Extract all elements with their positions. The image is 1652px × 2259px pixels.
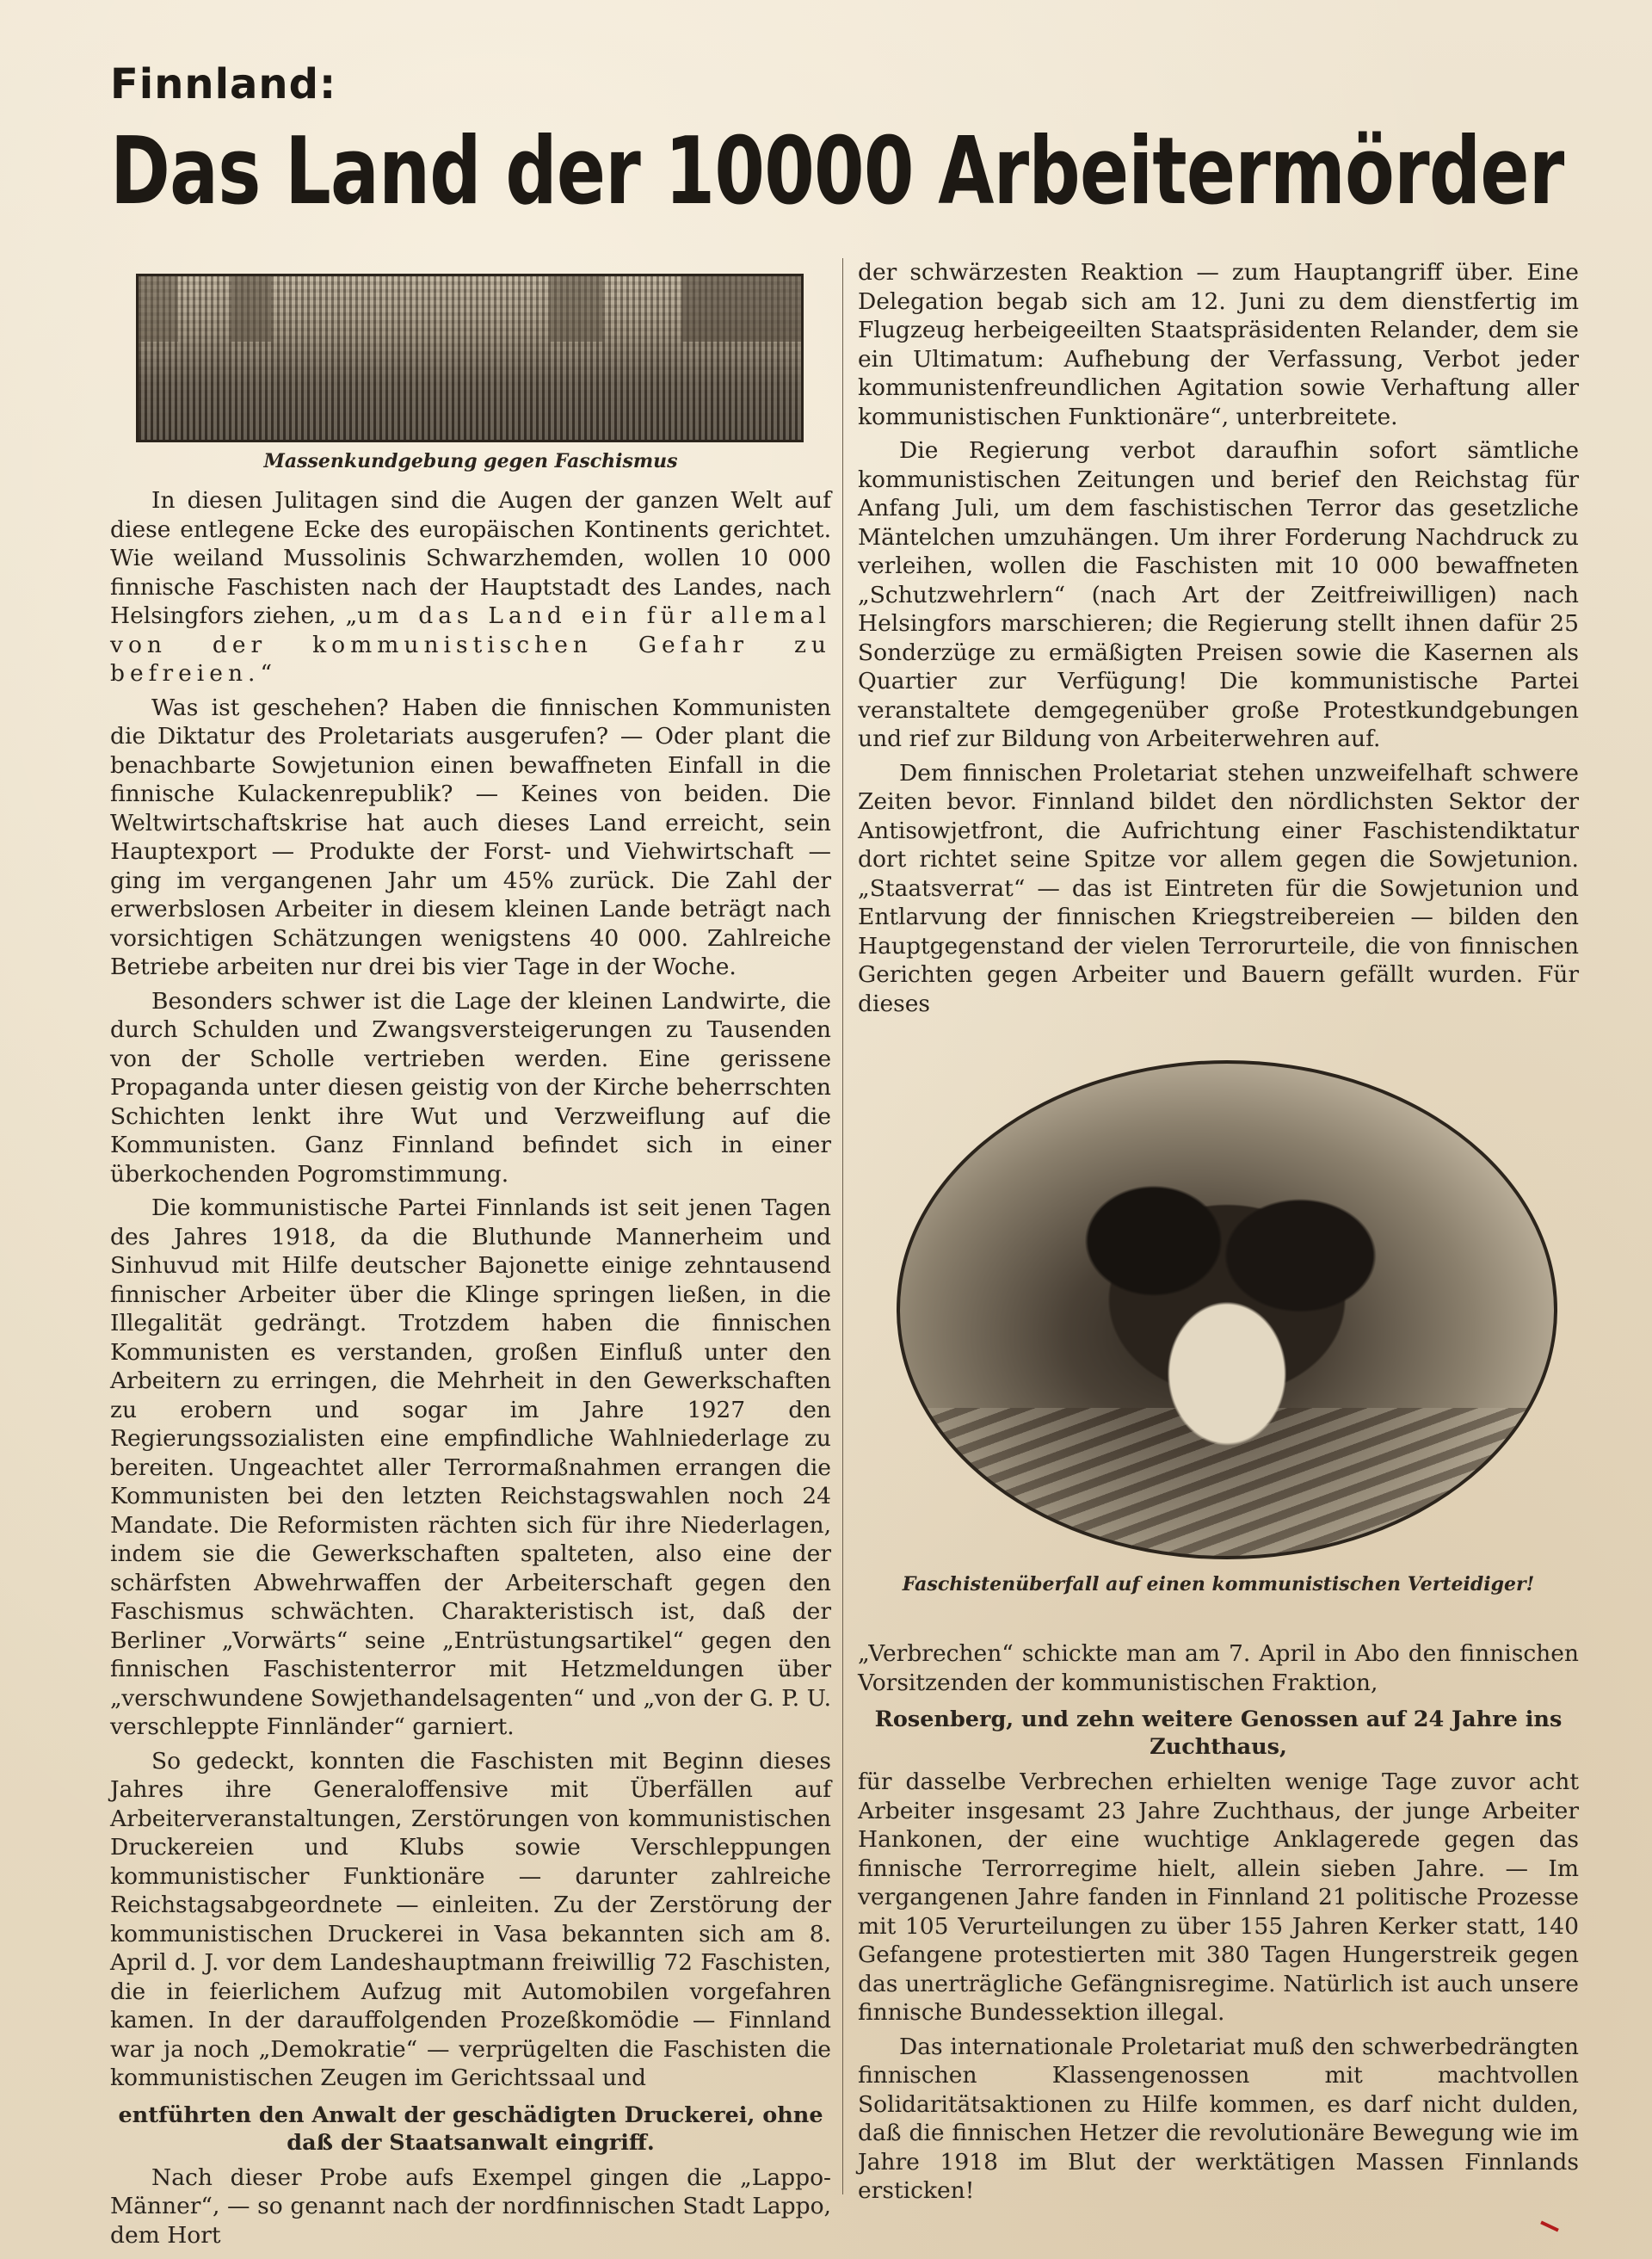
right-column-bottom [858,1639,1579,2211]
red-pencil-mark [1540,2221,1559,2232]
paragraph-1 [110,486,831,688]
left-column [110,486,831,2255]
paragraph-3: Besonders schwer ist die Lage der kleinen Landwirte, die durch Schulden und Zwangsversteigerungen zu Tausenden von der Scholle vertrieben werden. Eine gerissene Propaganda unter diesen geistig von der Kirche beherrschten Schichten lenkt ihre Wut und Verzweiflung auf die Kommunisten. Ganz Finnland befindet sich in einer überkochenden Pogromstimmung. [110,987,831,1188]
paragraph-9: Dem finnischen Proletariat stehen unzweifelhaft schwere Zeiten bevor. Finnland bildet den nördlichsten Sektor der Antisowjetfront, die Aufrichtung einer Faschistendiktatur dort richtet seine Spitze vor allem gegen die Sowjetunion. „Staatsverrat“ — das ist Eintreten für die Sowjetunion und Entlarvung der finnischen Kriegstreibereien — bilden den Hauptgegenstand der vielen Terrorurteile, die von finnischen Gerichten gegen Arbeiter und Bauern gefällt wurden. Für dieses [858,759,1579,1017]
paragraph-1-spaced-quote: um das Land ein für allemal von der kommunistischen Gefahr zu befreien. [110,602,831,687]
paragraph-5: So gedeckt, konnten die Faschisten mit Beginn dieses Jahres ihre Generaloffensive mit Überfällen auf Arbeiterveranstaltungen, Zerstörungen von kommunistischen Druckereien und Klubs sowie Verschleppungen kommunistischer Funktionäre — darunter zahlreiche Reichstagsabgeordnete — einleiten. Zu der Zerstörung der kommunistischen Druckerei in Vasa bekannten sich am 8. April d. J. vor dem Landeshauptmann freiwillig 72 Faschisten, die in feierlichem Aufzug mit Automobilen vorgefahren kamen. In der darauffolgenden Prozeßkomödie — Finnland war ja noch „Demokratie“ — verprügelten die Faschisten die kommunistischen Zeugen im Gerichtssaal und [110,1747,831,2091]
paragraph-1-closing-quote: “ [260,660,273,687]
paragraph-10: „Verbrechen“ schickte man am 7. April in Abo den finnischen Vorsitzenden der kommunistischen Fraktion, [858,1640,1579,1696]
paragraph-7: der schwärzesten Reaktion — zum Hauptangriff über. Eine Delegation begab sich am 12. Juni zu dem dienstfertig im Flugzeug herbeigeeilten Staatspräsidenten Relander, dem sie ein Ultimatum: Aufhebung der Verfassung, Verbot jeder kommunistenfreundlichen Agitation sowie Verhaftung aller kommunistischen Funktionäre“, unterbreitete. [858,259,1579,430]
column-divider [842,258,843,2194]
paragraph-6: Nach dieser Probe aufs Exempel gingen die „Lappo-Männer“, — so genannt nach der nordfinnischen Stadt Lappo, dem Hort [110,2163,831,2249]
headline: Das Land der 10000 Arbeitermörder [110,118,1564,225]
kicker-title: Finnland: [110,60,337,108]
bold-subhead-left: entführten den Anwalt der geschädigten Druckerei, ohne daß der Staatsanwalt eingriff. [118,2102,823,2156]
photo-figures [1044,1152,1410,1447]
right-column-top [858,258,1579,1023]
photo-background-buildings [139,276,801,342]
paragraph-1-text: In diesen Julitagen sind die Augen der ganzen Welt auf diese entlegene Ecke des europäischen Kontinents gerichtet. Wie weiland Mussolinis Schwarzhemden, wollen 10 000 finnische Faschisten nach der Hauptstadt des Landes, nach Helsingfors ziehen, „ [110,487,831,629]
paragraph-4: Die kommunistische Partei Finnlands ist seit jenen Tagen des Jahres 1918, da die Bluthunde Mannerheim und Sinhuvud mit Hilfe deutscher Bajonette einige zehntausend finnischer Arbeiter über die Klinge springen ließen, in die Illegalität gedrängt. Trotzdem haben die finnischen Kommunisten es verstanden, großen Einfluß unter den Arbeitern zu erringen, die Mehrheit in den Gewerkschaften zu erobern und sogar im Jahre 1927 den Regierungssozialisten eine empfindliche Wahlniederlage zu bereiten. Ungeachtet aller Terrormaßnahmen errangen die Kommunisten bei den letzten Reichstagswahlen noch 24 Mandate. Die Reformisten rächten sich für ihre Niederlagen, indem sie die Gewerkschaften spalteten, also eine der schärfsten Abwehrwaffen der Arbeiterschaft gegen den Faschismus schwächten. Charakteristisch ist, daß der Berliner „Vorwärts“ seine „Entrüstungsartikel“ gegen den finnischen Faschistenterror mit Hetzmeldungen über „verschwundene Sowjethandelsagenten“ und „von der G. P. U. verschleppte Finnländer“ garniert. [110,1194,831,1740]
paragraph-12: Das internationale Proletariat muß den schwerbedrängten finnischen Klassengenossen mit machtvollen Solidaritätsaktionen zu Hilfe kommen, es darf nicht dulden, daß die finnischen Hetzer die revolutionäre Bewegung wie im Jahre 1918 im Blut der werktätigen Massen Finnlands ersticken! [858,2033,1579,2204]
photo-caption-rally: Massenkundgebung gegen Faschismus [263,450,678,472]
photo-mass-rally [136,274,804,442]
paragraph-2: Was ist geschehen? Haben die finnischen Kommunisten die Diktatur des Proletariats ausgerufen? — Oder plant die benachbarte Sowjetunion einen bewaffneten Einfall in die finnische Kulackenrepublik? — Keines von beiden. Die Weltwirtschaftskrise hat auch dieses Land erreicht, sein Hauptexport — Produkte der Forst- und Viehwirtschaft — ging im vergangenen Jahr um 45% zurück. Die Zahl der erwerbslosen Arbeiter in diesem kleinen Lande beträgt nach vorsichtigen Schätzungen wenigstens 40 000. Zahlreiche Betriebe arbeiten nur drei bis vier Tage in der Woche. [110,694,831,980]
photo-caption-attack: Faschistenüberfall auf einen kommunistischen Verteidiger! [902,1573,1535,1595]
paragraph-11: für dasselbe Verbrechen erhielten wenige Tage zuvor acht Arbeiter insgesamt 23 Jahre Zuchthaus, der junge Arbeiter Hankonen, der eine wuchtige Anklagerede gegen das finnische Terrorregime hielt, allein sieben Jahre. — Im vergangenen Jahre fanden in Finnland 21 politische Prozesse mit 105 Verurteilungen zu über 155 Jahren Kerker statt, 140 Gefangene protestierten mit 380 Tagen Hungerstreik gegen das unerträgliche Gefängnisregime. Natürlich ist auch unsere finnische Bundessektion illegal. [858,1768,1579,2026]
bold-subhead-right: Rosenberg, und zehn weitere Genossen auf 24 Jahre ins Zuchthaus, [874,1707,1563,1760]
paragraph-8: Die Regierung verbot daraufhin sofort sämtliche kommunistischen Zeitungen und berief den Reichstag für Anfang Juli, um dem faschistischen Terror das gesetzliche Mäntelchen umzuhängen. Um ihrer Forderung Nachdruck zu verleihen, wollen die Faschisten mit 10 000 bewaffneten „Schutzwehrlern“ (nach Art der Zeitfreiwilligen) nach Helsingfors marschieren; die Regierung stellt ihnen dafür 25 Sonderzüge zu ermäßigten Preisen sowie die Kasernen als Quartier zur Verfügung! Die kommunistische Partei veranstaltete demgegenüber große Protestkundgebungen und rief zur Bildung von Arbeiterwehren auf. [858,437,1579,752]
photo-fascist-attack [897,1060,1557,1559]
